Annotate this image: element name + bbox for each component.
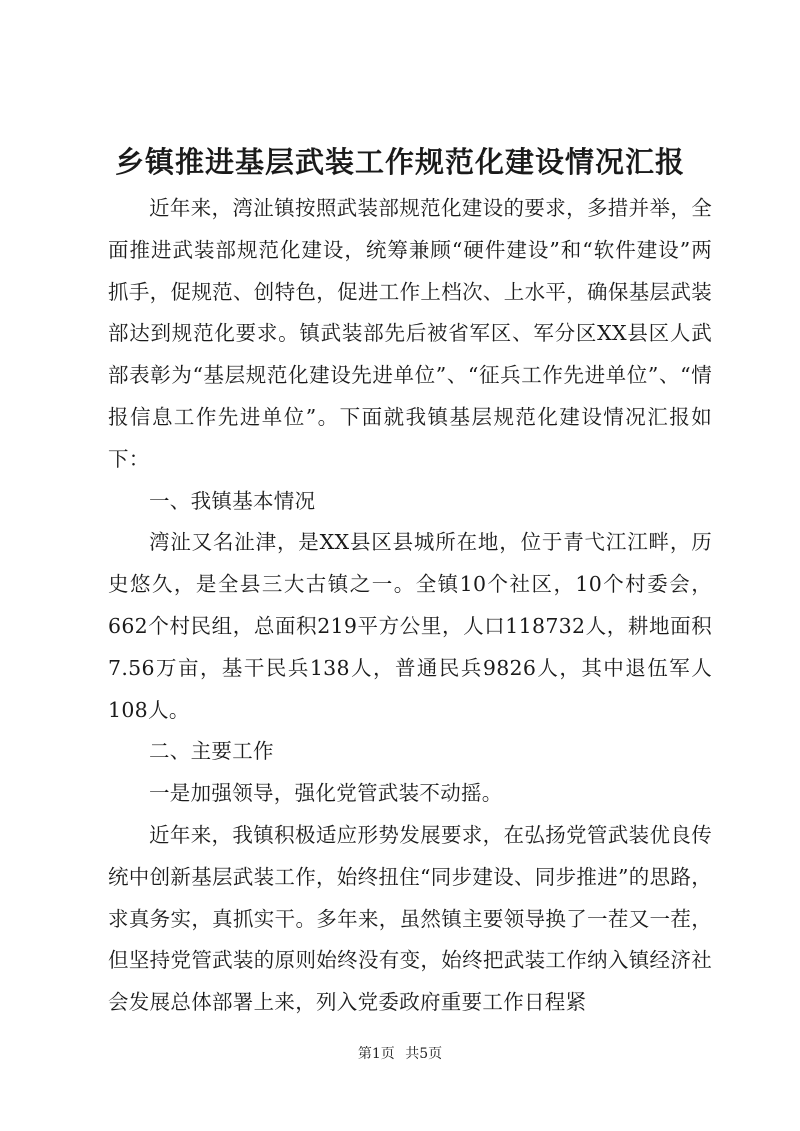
subheading-leadership: 一是加强领导，强化党管武装不动摇。 — [149, 781, 503, 806]
document-title: 乡镇推进基层武装工作规范化建设情况汇报 — [114, 145, 685, 179]
page-number: 第1页 — [357, 1046, 395, 1062]
page-total: 共5页 — [405, 1046, 443, 1062]
section-heading-main-work: 二、主要工作 — [149, 739, 274, 764]
basic-situation-paragraph: 湾沚又名沚津，是XX县区县城所在地，位于青弋江江畔，历史悠久，是全县三大古镇之一。全镇10个社区，10个村委会，662个村民组，总面积219平方公里，人口118732人，耕地面积7.56万亩，基干民兵138人，普通民兵9826人，其中退伍军人108人。 — [108, 530, 712, 722]
page-footer — [0, 1044, 800, 1064]
document-body — [108, 188, 712, 1024]
leadership-paragraph: 近年来，我镇积极适应形势发展要求，在弘扬党管武装优良传统中创新基层武装工作，始终扭住“同步建设、同步推进”的思路，求真务实，真抓实干。多年来，虽然镇主要领导换了一茬又一茬，但坚持党管武装的原则始终没有变，始终把武装工作纳入镇经济社会发展总体部署上来，列入党委政府重要工作日程紧 — [108, 822, 712, 1015]
section-heading-basic-situation: 一、我镇基本情况 — [149, 488, 316, 513]
intro-paragraph: 近年来，湾沚镇按照武装部规范化建设的要求，多措并举，全面推进武装部规范化建设，统筹兼顾“硬件建设”和“软件建设”两抓手，促规范、创特色，促进工作上档次、上水平，确保基层武装部达到规范化要求。镇武装部先后被省军区、军分区XX县区人武部表彰为“基层规范化建设先进单位”、“征兵工作先进单位”、“情报信息工作先进单位”。下面就我镇基层规范化建设情况汇报如下： — [108, 196, 712, 471]
